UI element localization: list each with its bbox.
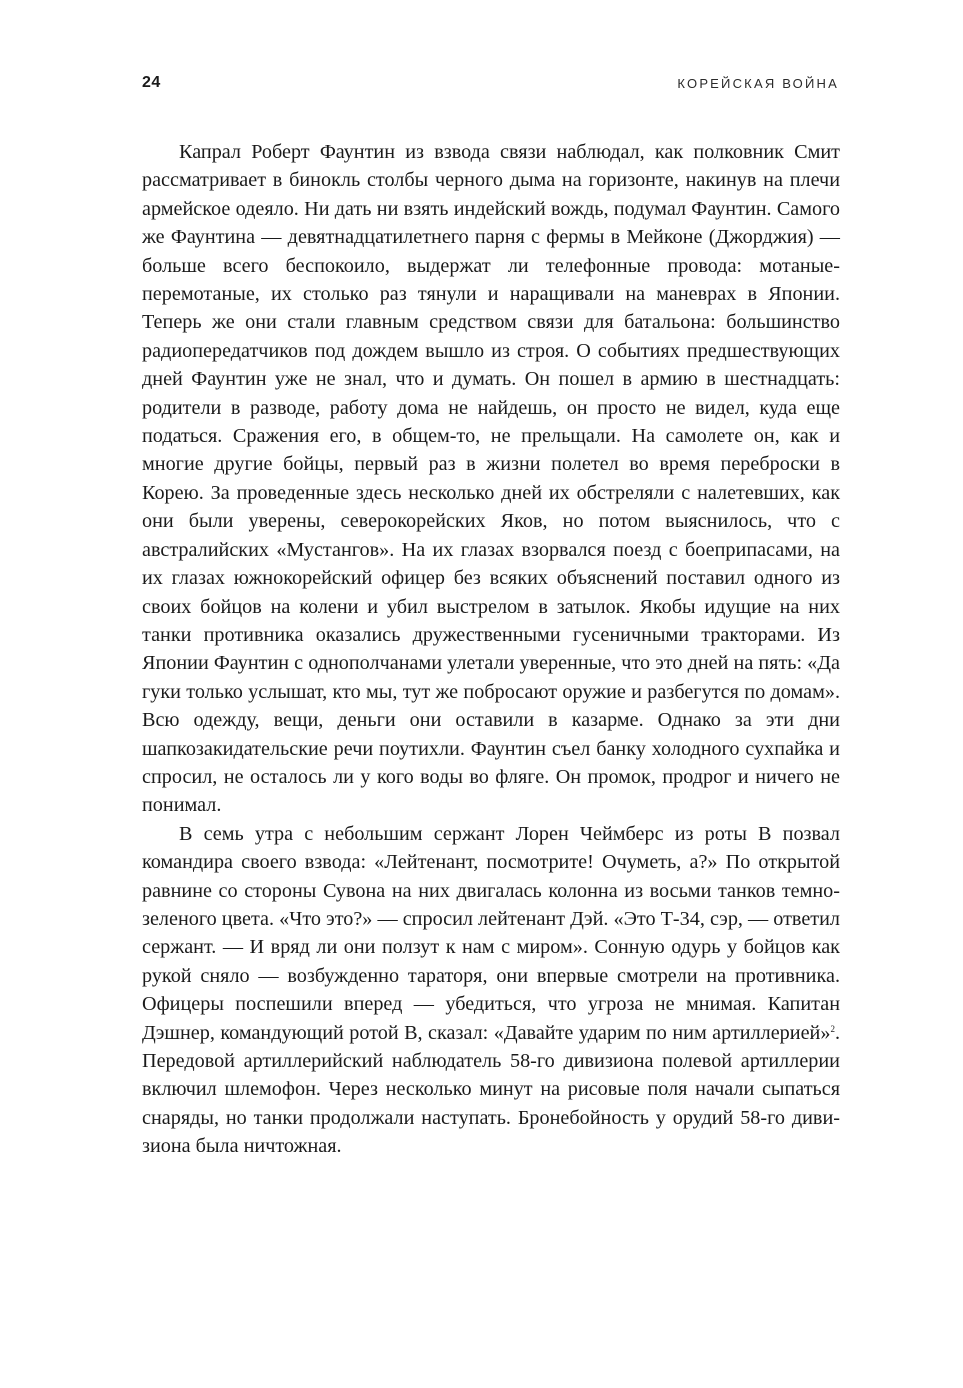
page-number: 24 [142,74,161,91]
footnote-reference[interactable]: 2 [830,1023,835,1034]
paragraph-2 [142,820,840,1161]
paragraph-2-text: В семь утра с небольшим сержант Лорен Чеймберс из роты B позвал командира своего взвода: «Лейтенант, посмотрите! Очуметь, а?» По открытой равнине со стороны Сувона на них двигалась колонна из восьми танков темно-зеленого цвета. «Что это?» — спросил лейтенант Дэй. «Это Т-34, сэр, — ответил сержант. — И вряд ли они ползут к нам с миром». Сонную одурь у бойцов как рукой сняло — возбужденно тараторя, они впервые смотрели на противника. Офицеры поспешили вперед — убедиться, что угроза не мнимая. Капитан Дэшнер, командующий ротой B, сказал: «Давайте ударим по ним артиллерией» [142,822,840,1044]
paragraph-1: Капрал Роберт Фаунтин из взвода связи наблюдал, как полковник Смит рассматривает в бинокль столбы черного дыма на горизонте, накинув на плечи армейское одеяло. Ни дать ни взять индейский вождь, подумал Фаунтин. Самого же Фаунтина — девятнадцатилетнего парня с фермы в Мейконе (Джорджия) — больше всего беспокоило, выдержат ли телефонные провода: мотаные-перемотаные, их столько раз тянули и наращивали на маневрах в Японии. Теперь же они стали главным средством связи для батальона: большинство радиопередатчиков под дождем вышло из строя. О событиях предшествующих дней Фаунтин уже не знал, что и думать. Он пошел в армию в шестнадцать: родители в разводе, работу дома не найдешь, он просто не видел, куда еще податься. Сражения его, в общем-то, не прельщали. На самолете он, как и многие другие бойцы, первый раз в жизни полетел во время переброски в Корею. За проведенные здесь несколько дней их обстреляли с налетевших, как они были уверены, северокорейских Яков, но потом выяснилось, что с австралийских «Мустангов». На их глазах взорвался поезд с боеприпасами, на их глазах южнокорейский офицер без всяких объяснений поставил одного из своих бойцов на колени и убил выстрелом в затылок. Якобы идущие на них танки противника оказались дружественными гусеничными тракторами. Из Японии Фаунтин с однополчанами улетали уверенные, что это дней на пять: «Да гуки только услышат, кто мы, тут же побросают оружие и разбегутся по домам». Всю одежду, вещи, деньги они оставили в казарме. Однако за эти дни шапкозакидательские речи поутихли. Фаунтин съел банку холодного сухпайка и спросил, не осталось ли у кого воды во фляге. Он промок, продрог и ничего не понимал. [142,141,840,817]
body-text [142,138,840,1161]
paragraph-2-text-continued: . Передовой артиллерийский наблюдатель 58-го дивизиона полевой артиллерии включил шлемофон. Через несколько минут на рисовые поля начали сыпаться снаряды, но танки продолжали наступать. Бронебойность у орудий 58-го дивизиона была ничтожная. [142,1021,840,1158]
running-title: КОРЕЙСКАЯ ВОЙНА [677,76,839,91]
